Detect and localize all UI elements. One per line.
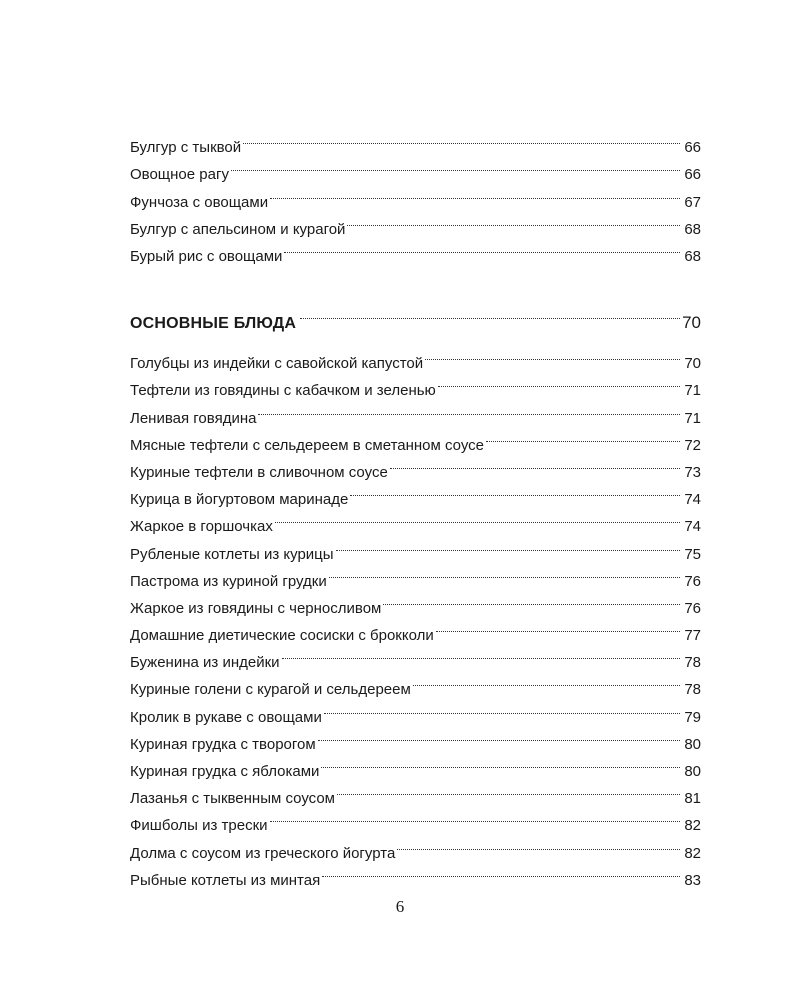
dot-leader [425,341,680,368]
toc-entry-title: Рубленые котлеты из курицы [130,545,334,563]
toc-entry-title: Жаркое из говядины с черносливом [130,599,382,617]
dot-leader [275,504,680,531]
toc-entry-title: Курица в йогуртовом маринаде [130,491,349,509]
dot-leader [413,667,680,694]
section-heading-main-dishes[interactable] [130,298,701,332]
dot-leader [324,694,680,721]
dot-leader [300,298,680,328]
toc-list-main-dishes [130,341,701,889]
dot-leader [322,858,680,885]
toc-entry-title: Ленивая говядина [130,409,257,427]
toc-entry-page-number: 75 [684,545,701,563]
toc-entry-page-number: 76 [684,599,701,617]
toc-entry-title: Голубцы из индейки с савойской капустой [130,355,424,373]
toc-entry-title: Булгур с апельсином и курагой [130,220,346,238]
section-page-number: 70 [682,313,701,332]
dot-leader [347,207,680,234]
dot-leader [397,830,680,857]
page-number: 6 [395,897,405,916]
toc-entry-title: Фунчоза с овощами [130,193,269,211]
toc-entry-page-number: 74 [684,491,701,509]
dot-leader [258,395,680,422]
dot-leader [231,152,680,179]
toc-entry-page-number: 74 [684,518,701,536]
dot-leader [436,613,680,640]
toc-list-top [130,125,701,265]
toc-entry-page-number: 81 [684,790,701,808]
dot-leader [350,477,680,504]
toc-entry-title: Мясные тефтели с сельдереем в сметанном соусе [130,436,485,454]
toc-entry-title: Буженина из индейки [130,654,280,672]
toc-entry-page-number: 82 [684,844,701,862]
toc-entry-page-number: 73 [684,463,701,481]
toc-entry-page-number: 82 [684,817,701,835]
toc-entry-title: Овощное рагу [130,166,229,184]
dot-leader [270,179,680,206]
toc-entry-title: Булгур с тыквой [130,139,242,157]
toc-entry-title: Долма с соусом из греческого йогурта [130,844,396,862]
toc-entry-page-number: 80 [684,735,701,753]
dot-leader [243,125,680,152]
toc-entry-title: Куриная грудка с яблоками [130,763,320,780]
toc-entry-page-number: 78 [684,681,701,699]
toc-entry-title: Жаркое в горшочках [130,518,273,536]
toc-entry-page-number: 68 [684,220,701,238]
toc-entry[interactable] [130,341,701,373]
section-title: ОСНОВНЫЕ БЛЮДА [130,315,297,332]
toc-entry-page-number: 66 [684,139,701,157]
toc-entry-page-number: 71 [684,409,701,427]
toc-entry-page-number: 78 [684,654,701,672]
toc-entry-page-number: 77 [684,627,701,645]
dot-leader [270,803,680,830]
dot-leader [321,749,680,776]
dot-leader [329,559,680,586]
toc-entry-page-number: 80 [684,763,701,780]
toc-entry-title: Тефтели из говядины с кабачком и зеленью [130,382,436,400]
toc-entry-title: Куриные голени с курагой и сельдереем [130,681,411,699]
dot-leader [336,531,680,558]
toc-entry-title: Куриные тефтели в сливочном соусе [130,463,388,481]
toc-entry-title: Лазанья с тыквенным соусом [130,790,335,808]
toc-entry-page-number: 67 [684,193,701,211]
toc-entry-page-number: 68 [684,247,701,265]
dot-leader [282,640,680,667]
dot-leader [318,722,680,749]
toc-entry-title: Рыбные котлеты из минтая [130,871,321,889]
toc-entry-page-number: 71 [684,382,701,400]
dot-leader [486,423,680,450]
toc-entry-title: Бурый рис с овощами [130,247,283,265]
dot-leader [284,234,680,261]
dot-leader [383,586,680,613]
toc-entry-page-number: 79 [684,708,701,726]
toc-entry-title: Кролик в рукаве с овощами [130,708,322,726]
toc-entry-page-number: 72 [684,436,701,454]
toc-entry-page-number: 76 [684,572,701,590]
toc-entry[interactable] [130,125,701,157]
toc-entry-title: Пастрома из куриной грудки [130,572,327,590]
dot-leader [390,450,680,477]
toc-entry-title: Куриная грудка с творогом [130,735,316,753]
toc-entry-page-number: 66 [684,166,701,184]
dot-leader [337,776,680,803]
toc-entry-title: Домашние диетические сосиски с брокколи [130,627,434,645]
dot-leader [438,368,680,395]
toc-entry-page-number: 83 [684,871,701,889]
toc-entry-page-number: 70 [684,355,701,373]
toc-entry-title: Фишболы из трески [130,817,268,835]
